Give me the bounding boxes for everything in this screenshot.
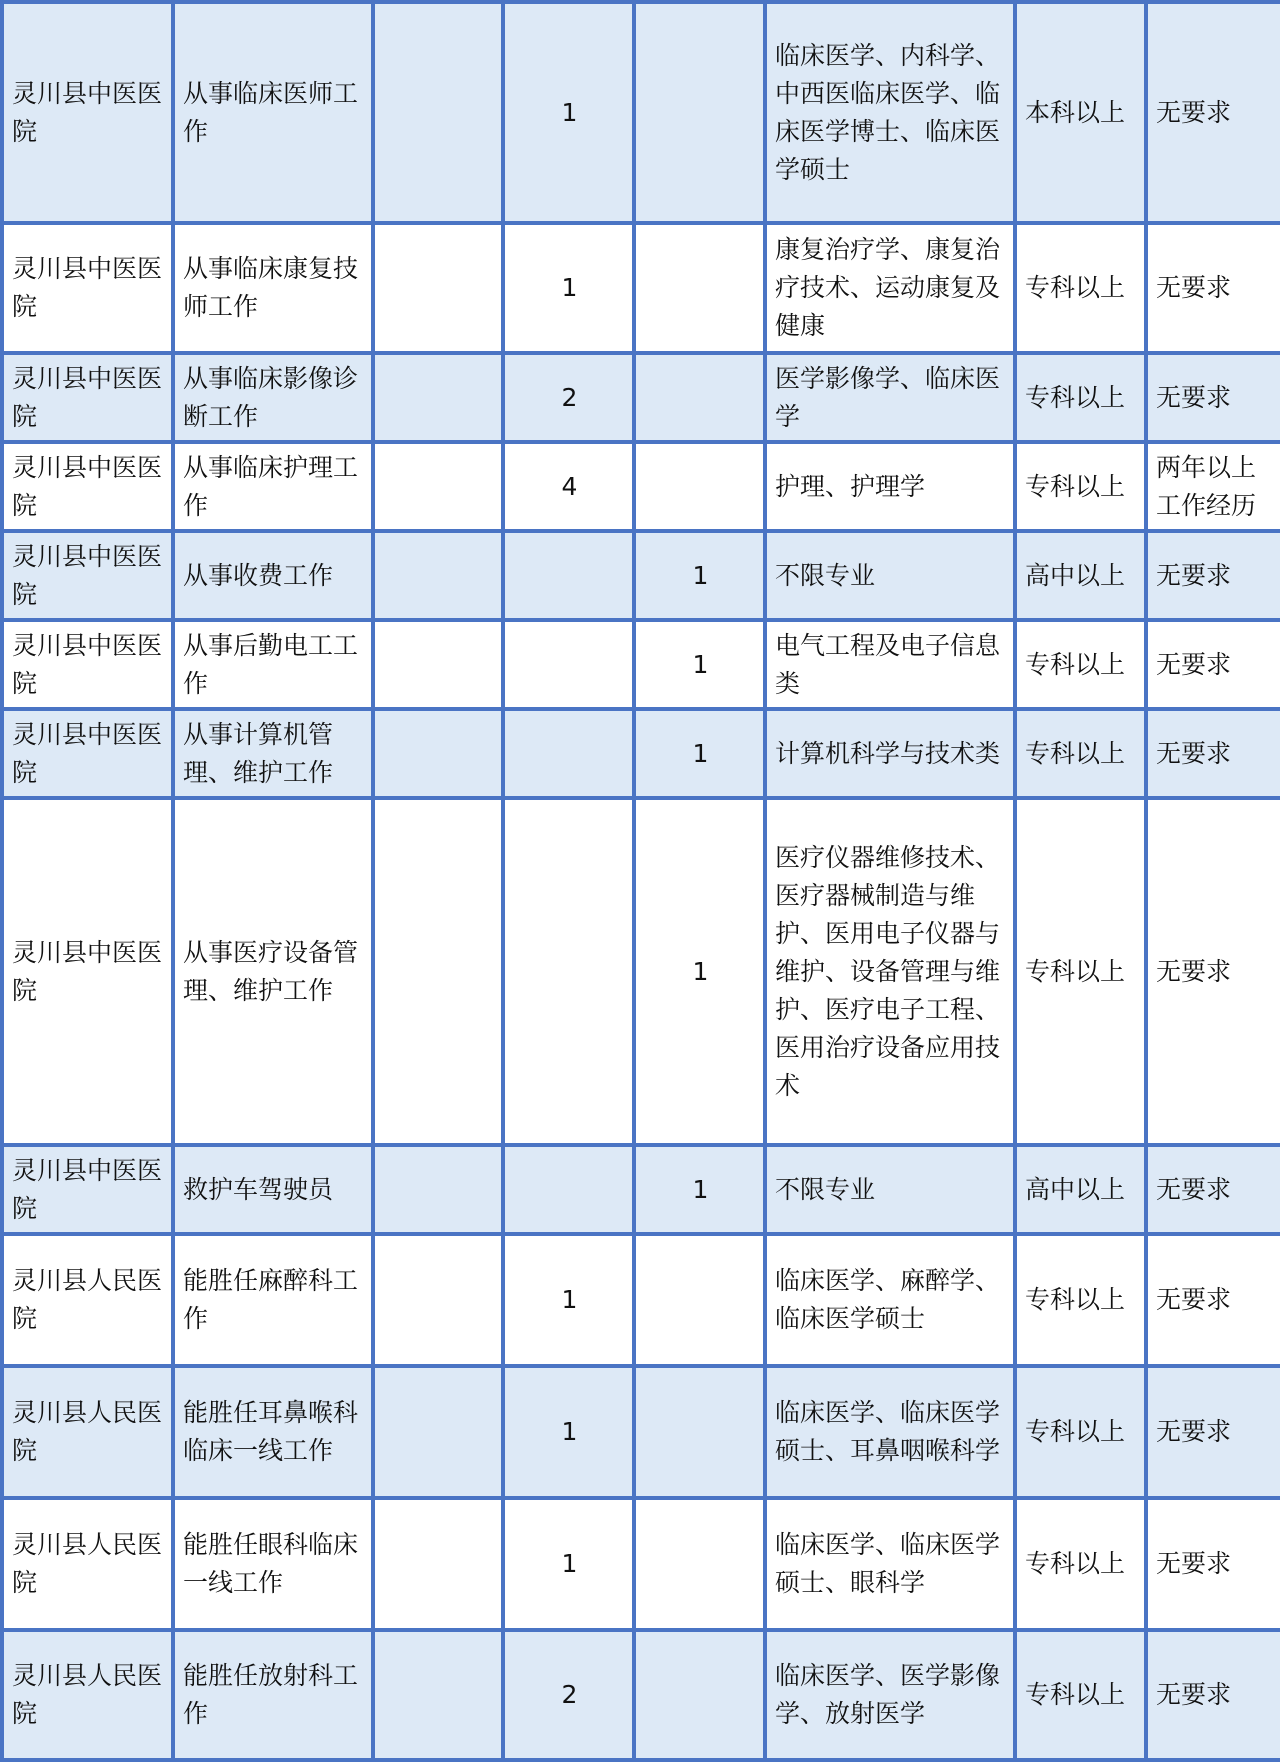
count-cell: 2 [503,1630,634,1760]
table-row [2,442,1280,531]
unit-cell: 灵川县人民医院 [2,1498,173,1630]
count-cell [503,798,634,1145]
duty-cell: 能胜任麻醉科工作 [173,1234,373,1366]
unit-cell: 灵川县人民医院 [2,1234,173,1366]
count-cell [373,1498,503,1630]
education-cell: 专科以上 [1015,1630,1146,1760]
count-cell [503,531,634,620]
table-row [2,2,1280,223]
count-cell [373,1234,503,1366]
table-row [2,1366,1280,1498]
duty-cell: 能胜任耳鼻喉科临床一线工作 [173,1366,373,1498]
count-cell [373,620,503,709]
count-cell [373,1145,503,1234]
major-cell: 临床医学、内科学、中西医临床医学、临床医学博士、临床医学硕士 [765,2,1015,223]
duty-cell: 能胜任眼科临床一线工作 [173,1498,373,1630]
major-cell: 医疗仪器维修技术、医疗器械制造与维护、医用电子仪器与维护、设备管理与维护、医疗电子工程、医用治疗设备应用技术 [765,798,1015,1145]
major-cell: 不限专业 [765,1145,1015,1234]
education-cell: 专科以上 [1015,620,1146,709]
education-cell: 专科以上 [1015,709,1146,798]
count-cell: 1 [634,1145,765,1234]
major-cell: 电气工程及电子信息类 [765,620,1015,709]
count-cell [634,1366,765,1498]
education-cell: 本科以上 [1015,2,1146,223]
duty-cell: 从事临床康复技师工作 [173,223,373,353]
major-cell: 计算机科学与技术类 [765,709,1015,798]
education-cell: 高中以上 [1015,531,1146,620]
count-cell [373,531,503,620]
count-cell [373,1630,503,1760]
duty-cell: 从事临床影像诊断工作 [173,353,373,442]
count-cell [634,1498,765,1630]
count-cell: 2 [503,353,634,442]
unit-cell: 灵川县中医医院 [2,798,173,1145]
major-cell: 临床医学、麻醉学、临床医学硕士 [765,1234,1015,1366]
count-cell: 4 [503,442,634,531]
count-cell [373,223,503,353]
count-cell [373,442,503,531]
table-row [2,223,1280,353]
duty-cell: 从事收费工作 [173,531,373,620]
experience-cell: 无要求 [1146,1145,1280,1234]
experience-cell: 无要求 [1146,2,1280,223]
table-row [2,1145,1280,1234]
count-cell [634,442,765,531]
count-cell: 1 [634,531,765,620]
experience-cell: 无要求 [1146,1366,1280,1498]
duty-cell: 从事计算机管理、维护工作 [173,709,373,798]
count-cell: 1 [503,1234,634,1366]
major-cell: 康复治疗学、康复治疗技术、运动康复及健康 [765,223,1015,353]
duty-cell: 从事后勤电工工作 [173,620,373,709]
major-cell: 护理、护理学 [765,442,1015,531]
major-cell: 医学影像学、临床医学 [765,353,1015,442]
count-cell: 1 [503,1498,634,1630]
unit-cell: 灵川县人民医院 [2,1366,173,1498]
experience-cell: 无要求 [1146,531,1280,620]
table-row [2,353,1280,442]
major-cell: 临床医学、医学影像学、放射医学 [765,1630,1015,1760]
major-cell: 临床医学、临床医学硕士、耳鼻咽喉科学 [765,1366,1015,1498]
duty-cell: 从事医疗设备管理、维护工作 [173,798,373,1145]
education-cell: 专科以上 [1015,1234,1146,1366]
count-cell [634,1234,765,1366]
count-cell [373,1366,503,1498]
education-cell: 专科以上 [1015,1498,1146,1630]
table-row [2,798,1280,1145]
table-row [2,709,1280,798]
count-cell: 1 [503,1366,634,1498]
education-cell: 高中以上 [1015,1145,1146,1234]
table-row [2,531,1280,620]
count-cell: 1 [634,620,765,709]
experience-cell: 无要求 [1146,709,1280,798]
duty-cell: 从事临床医师工作 [173,2,373,223]
unit-cell: 灵川县中医医院 [2,620,173,709]
education-cell: 专科以上 [1015,1366,1146,1498]
table-row [2,1630,1280,1760]
count-cell [373,2,503,223]
count-cell [503,1145,634,1234]
count-cell [634,353,765,442]
count-cell [634,223,765,353]
education-cell: 专科以上 [1015,353,1146,442]
unit-cell: 灵川县中医医院 [2,223,173,353]
experience-cell: 无要求 [1146,223,1280,353]
education-cell: 专科以上 [1015,223,1146,353]
count-cell: 1 [503,223,634,353]
count-cell [634,1630,765,1760]
unit-cell: 灵川县中医医院 [2,1145,173,1234]
major-cell: 不限专业 [765,531,1015,620]
table-row [2,620,1280,709]
duty-cell: 从事临床护理工作 [173,442,373,531]
count-cell [373,709,503,798]
count-cell [634,2,765,223]
experience-cell: 无要求 [1146,798,1280,1145]
major-cell: 临床医学、临床医学硕士、眼科学 [765,1498,1015,1630]
table-row [2,1234,1280,1366]
unit-cell: 灵川县中医医院 [2,442,173,531]
education-cell: 专科以上 [1015,798,1146,1145]
count-cell [373,798,503,1145]
count-cell: 1 [634,709,765,798]
count-cell [373,353,503,442]
duty-cell: 能胜任放射科工作 [173,1630,373,1760]
unit-cell: 灵川县中医医院 [2,2,173,223]
unit-cell: 灵川县人民医院 [2,1630,173,1760]
experience-cell: 无要求 [1146,620,1280,709]
table-row [2,1498,1280,1630]
unit-cell: 灵川县中医医院 [2,709,173,798]
experience-cell: 两年以上工作经历 [1146,442,1280,531]
unit-cell: 灵川县中医医院 [2,531,173,620]
experience-cell: 无要求 [1146,1498,1280,1630]
experience-cell: 无要求 [1146,1630,1280,1760]
experience-cell: 无要求 [1146,1234,1280,1366]
count-cell: 1 [634,798,765,1145]
count-cell [503,709,634,798]
count-cell [503,620,634,709]
unit-cell: 灵川县中医医院 [2,353,173,442]
experience-cell: 无要求 [1146,353,1280,442]
duty-cell: 救护车驾驶员 [173,1145,373,1234]
count-cell: 1 [503,2,634,223]
education-cell: 专科以上 [1015,442,1146,531]
